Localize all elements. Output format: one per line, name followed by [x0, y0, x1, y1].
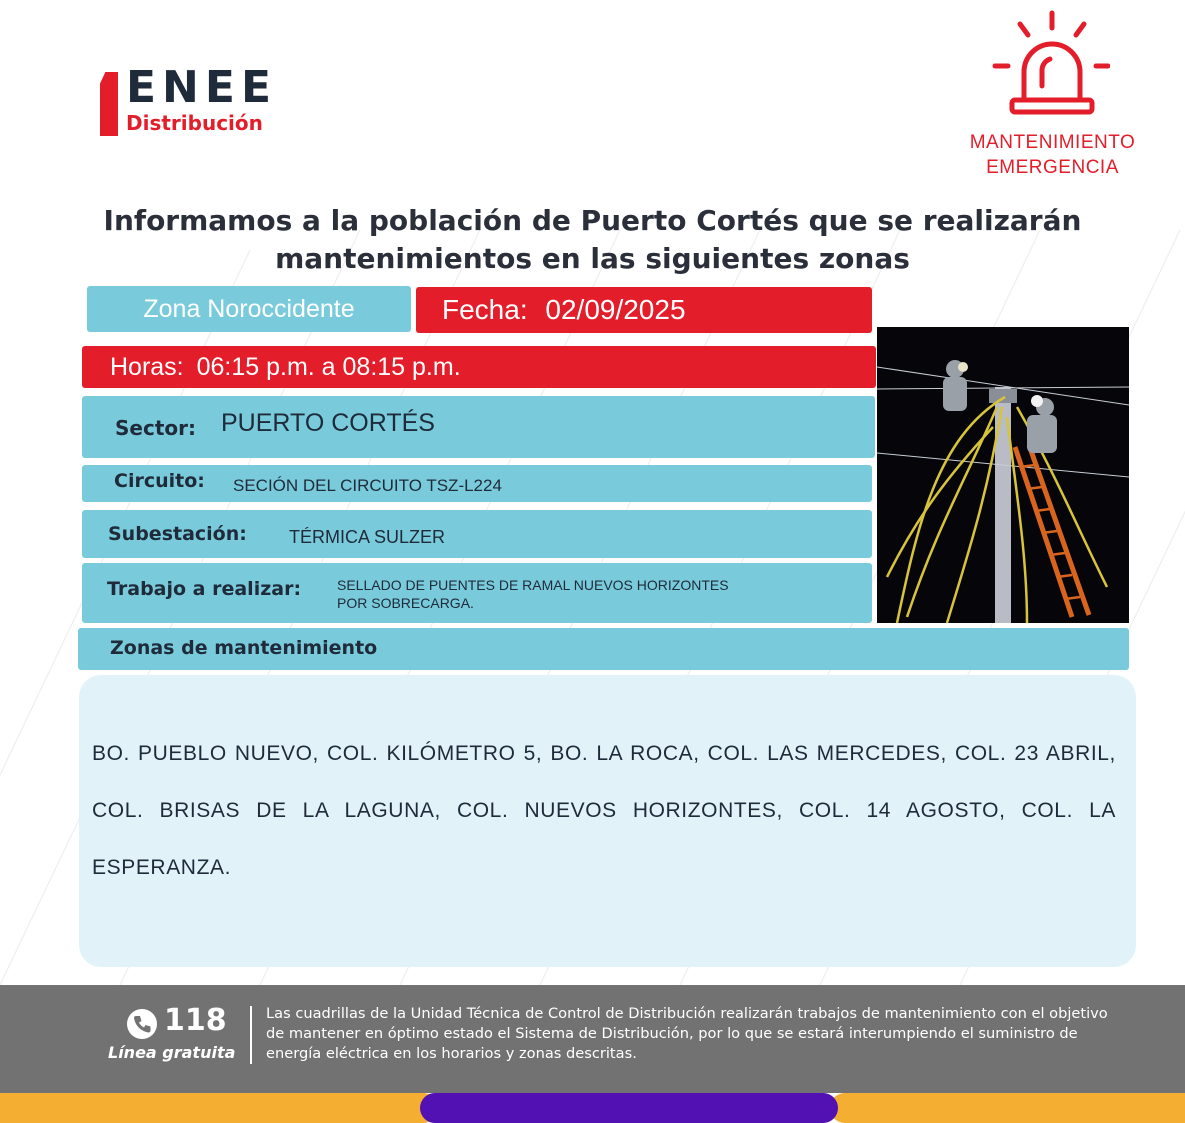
- orange-stripe-right: [830, 1093, 1185, 1123]
- zones-header: [78, 628, 1129, 670]
- headline-line-1: Informamos a la población de Puerto Cortés que se realizarán: [103, 204, 1082, 237]
- zones-header-label: Zonas de mantenimiento: [110, 637, 378, 659]
- hotline-number: 118: [164, 1003, 227, 1038]
- headline: [40, 202, 1145, 278]
- badge-line-2: EMERGENCIA: [986, 157, 1119, 178]
- substation-box: [82, 510, 872, 558]
- hotline-label: Línea gratuita: [108, 1043, 236, 1062]
- zones-text: BO. PUEBLO NUEVO, COL. KILÓMETRO 5, BO. LA ROCA, COL. LAS MERCEDES, COL. 23 ABRIL, COL. BRISAS DE LA LAGUNA, COL. NUEVOS HORIZONTES, COL. 14 AGOSTO, COL. LA ESPERANZA.: [92, 742, 1116, 879]
- work-value: [337, 576, 729, 612]
- sector-value: PUERTO CORTÉS: [221, 409, 435, 437]
- logo-subtitle: Distribución: [126, 111, 263, 135]
- orange-stripe-left: [0, 1093, 438, 1123]
- sector-label: Sector:: [115, 416, 196, 440]
- sector-box: [82, 396, 875, 458]
- date-value: 02/09/2025: [545, 294, 686, 325]
- work-label: Trabajo a realizar:: [107, 578, 302, 600]
- footer-notice: Las cuadrillas de la Unidad Técnica de Control de Distribución realizarán trabajos de mantenimiento con el objetivo de mantener en óptimo estado el Sistema de Distribución, por lo que se estará interumpiendo el suministro de energía eléctrica en los horarios y zonas descritas.: [266, 1005, 1108, 1062]
- work-box: [82, 563, 872, 623]
- circuit-box: [82, 465, 872, 502]
- date-label: Fecha:: [442, 294, 528, 325]
- circuit-value: SECIÓN DEL CIRCUITO TSZ-L224: [233, 476, 502, 495]
- logo-mark: [100, 72, 118, 136]
- substation-label: Subestación:: [108, 523, 247, 545]
- siren-icon: [990, 10, 1110, 120]
- circuit-label: Circuito:: [114, 470, 205, 492]
- zone-label: Zona Noroccidente: [87, 286, 411, 332]
- hours-value: 06:15 p.m. a 08:15 p.m.: [196, 353, 461, 381]
- lineworkers-photo: [877, 327, 1129, 623]
- hours-box: [82, 346, 876, 388]
- zones-list: [79, 675, 1136, 967]
- headline-line-2: mantenimientos en las siguientes zonas: [275, 242, 910, 275]
- purple-stripe: [420, 1093, 838, 1123]
- hours-label: Horas:: [110, 353, 184, 381]
- footer-divider: [250, 1006, 252, 1064]
- hotline: [108, 1005, 238, 1065]
- substation-value: TÉRMICA SULZER: [289, 527, 446, 547]
- date-box: [416, 287, 872, 333]
- phone-icon: [126, 1008, 158, 1040]
- work-line-1: SELLADO DE PUENTES DE RAMAL NUEVOS HORIZONTES: [337, 577, 729, 593]
- logo-wordmark: ENEE: [126, 62, 277, 113]
- enee-logo: [100, 62, 330, 138]
- badge-line-1: MANTENIMIENTO: [969, 132, 1136, 153]
- work-line-2: POR SOBRECARGA.: [337, 595, 474, 611]
- emergency-badge-text: [950, 130, 1155, 180]
